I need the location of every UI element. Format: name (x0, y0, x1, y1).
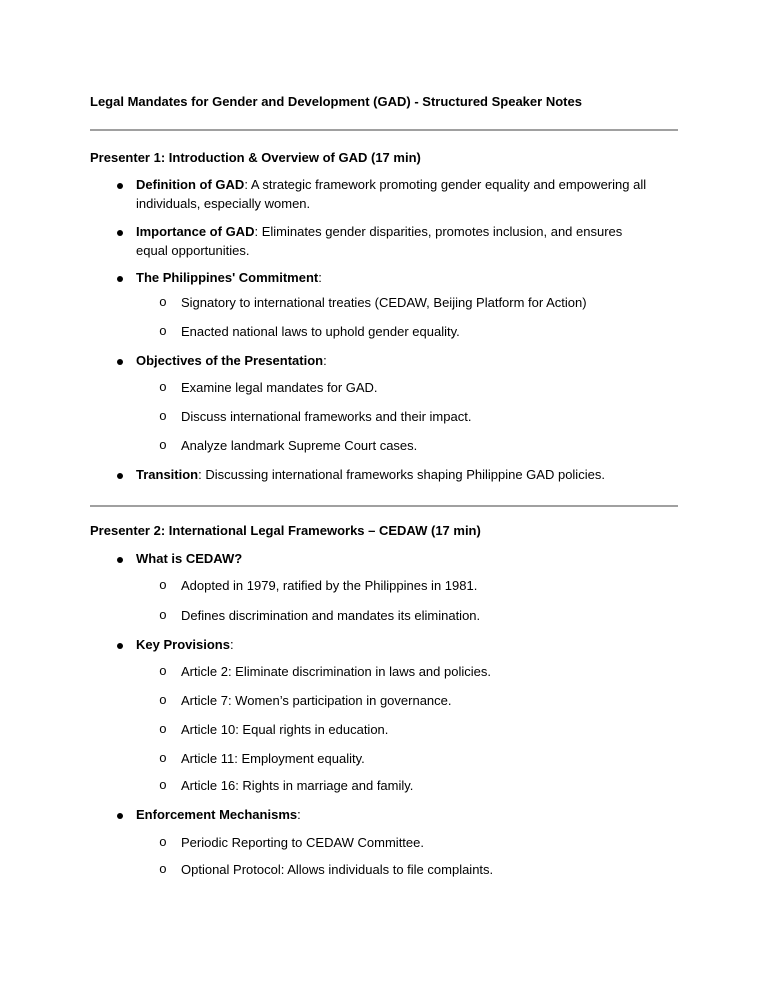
item-term: Transition (136, 467, 199, 482)
sub-bullet-icon: o (159, 295, 167, 310)
item-term: Importance of GAD (136, 224, 255, 239)
sub-bullet-icon: o (159, 324, 167, 339)
list-item (136, 268, 656, 287)
bullet-icon (117, 359, 123, 365)
item-term: What is CEDAW? (136, 551, 243, 566)
list-item (136, 222, 656, 260)
sub-bullet-icon: o (159, 693, 167, 708)
sub-bullet-icon: o (159, 751, 167, 766)
section-heading-presenter-1: Presenter 1: Introduction & Overview of GAD (17 min) (90, 150, 421, 165)
sub-item: Article 7: Women’s participation in governance. (181, 693, 452, 708)
sub-item: Analyze landmark Supreme Court cases. (181, 438, 418, 453)
sub-item: Article 11: Employment equality. (181, 751, 365, 766)
sub-bullet-icon: o (159, 578, 167, 593)
sub-bullet-icon: o (159, 664, 167, 679)
sub-item: Adopted in 1979, ratified by the Philippines in 1981. (181, 578, 478, 593)
item-term: Key Provisions (136, 637, 230, 652)
sub-bullet-icon: o (159, 409, 167, 424)
bullet-icon (117, 183, 123, 189)
sub-item: Defines discrimination and mandates its elimination. (181, 608, 481, 623)
document-title: Legal Mandates for Gender and Development (GAD) - Structured Speaker Notes (90, 94, 582, 109)
sub-item: Article 2: Eliminate discrimination in laws and policies. (181, 664, 491, 679)
sub-bullet-icon: o (159, 862, 167, 877)
list-item (136, 805, 656, 824)
bullet-icon (117, 557, 123, 563)
sub-item: Examine legal mandates for GAD. (181, 380, 378, 395)
section-heading-presenter-2: Presenter 2: International Legal Frameworks – CEDAW (17 min) (90, 523, 481, 538)
sub-bullet-icon: o (159, 608, 167, 623)
divider (90, 129, 678, 131)
sub-item: Enacted national laws to uphold gender equality. (181, 324, 460, 339)
sub-item: Periodic Reporting to CEDAW Committee. (181, 835, 424, 850)
item-text: : Eliminates gender disparities, promotes inclusion, and ensures equal opportunities. (136, 224, 623, 258)
sub-bullet-icon: o (159, 722, 167, 737)
list-item (136, 175, 656, 213)
bullet-icon (117, 473, 123, 479)
bullet-icon (117, 813, 123, 819)
item-term: Definition of GAD (136, 177, 245, 192)
sub-item: Signatory to international treaties (CEDAW, Beijing Platform for Action) (181, 295, 587, 310)
sub-bullet-icon: o (159, 438, 167, 453)
item-text: : (297, 807, 301, 822)
item-term: Enforcement Mechanisms (136, 807, 298, 822)
sub-bullet-icon: o (159, 778, 167, 793)
sub-item: Article 10: Equal rights in education. (181, 722, 389, 737)
sub-item: Article 16: Rights in marriage and family. (181, 778, 414, 793)
item-term: Objectives of the Presentation (136, 353, 324, 368)
list-item (136, 635, 656, 654)
list-item (136, 351, 656, 370)
item-term: The Philippines' Commitment (136, 270, 319, 285)
sub-item: Discuss international frameworks and their impact. (181, 409, 472, 424)
bullet-icon (117, 643, 123, 649)
list-item (136, 549, 656, 568)
list-item (136, 465, 656, 484)
item-text: : A strategic framework promoting gender equality and empowering all individuals, especially women. (136, 177, 647, 211)
item-text: : (229, 637, 234, 652)
item-text: : (318, 270, 322, 285)
item-text: : Discussing international frameworks shaping Philippine GAD policies. (198, 467, 605, 482)
bullet-icon (117, 230, 123, 236)
sub-bullet-icon: o (159, 380, 167, 395)
item-text: : (323, 353, 327, 368)
divider (90, 505, 678, 507)
sub-bullet-icon: o (159, 835, 167, 850)
bullet-icon (117, 276, 123, 282)
sub-item: Optional Protocol: Allows individuals to file complaints. (181, 862, 494, 877)
